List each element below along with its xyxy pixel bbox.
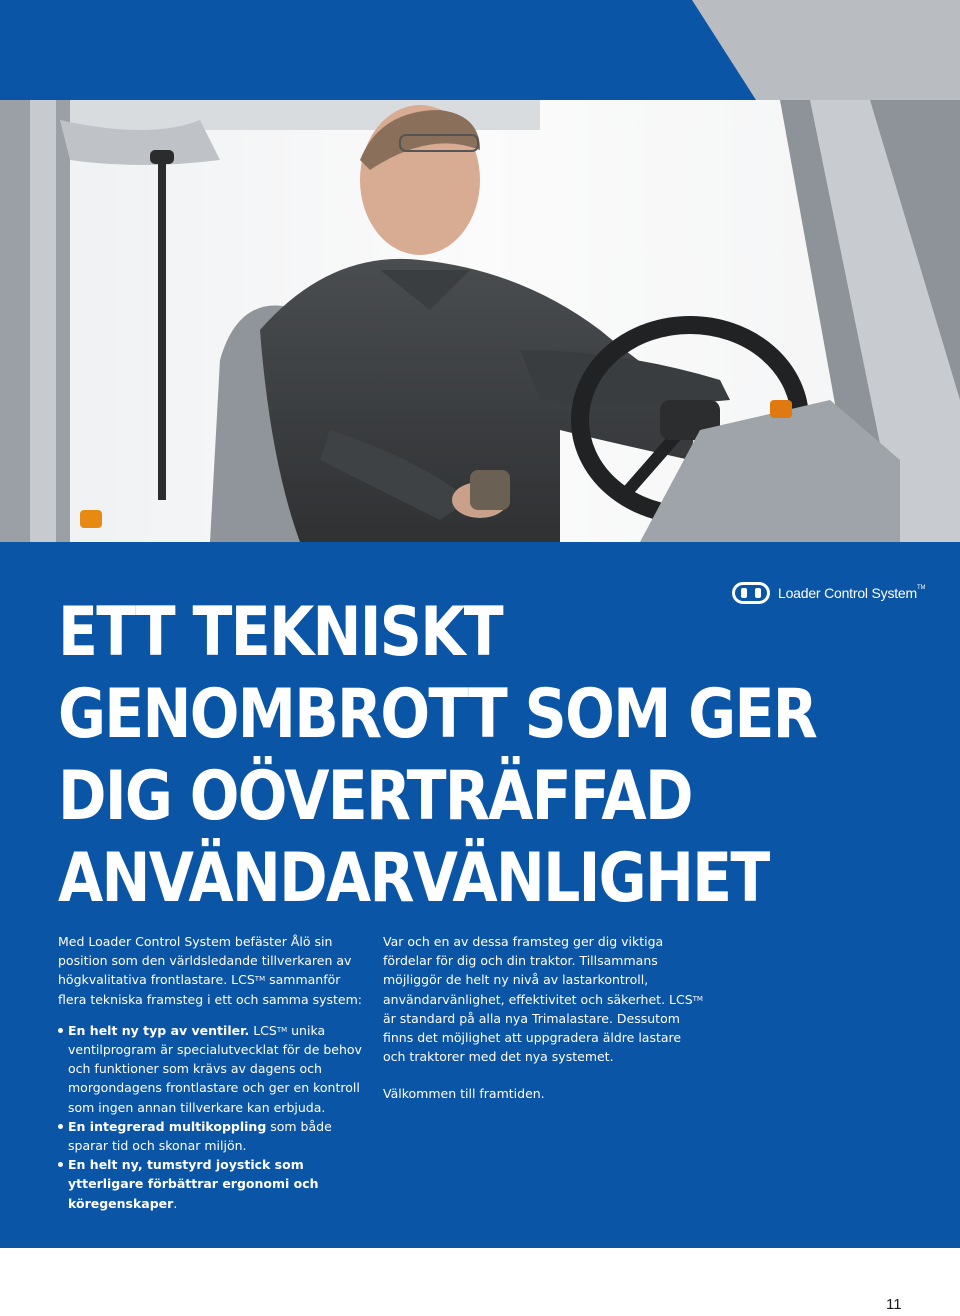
list-item: En helt ny, tumstyrd joystick som ytterligare förbättrar ergonomi och köregenskaper. — [58, 1155, 368, 1213]
right-text-column — [383, 932, 703, 1104]
page-headline — [58, 592, 817, 920]
left-text-column — [58, 932, 368, 1213]
intro-paragraph: Med Loader Control System befäster Ålö sin position som den världsledande tillverkaren av högkvalitativa frontlastare. LCS™ sammanför flera tekniska framsteg i ett och samma system: — [58, 934, 363, 1007]
top-grey-triangle — [0, 0, 960, 100]
list-item: En integrerad multikoppling som både sparar tid och skonar miljön. — [58, 1117, 368, 1155]
page-number: 11 — [886, 1296, 902, 1313]
feature-list — [58, 1021, 368, 1213]
operator-photo — [0, 100, 960, 542]
headline-line-2: GENOMBROTT SOM GER — [58, 675, 817, 754]
benefits-paragraph: Var och en av dessa framsteg ger dig viktiga fördelar för dig och din traktor. Tillsammans möjliggör de helt ny nivå av lastarkontroll, användarvänlighet, effektivitet och säkerhet. LCS™ är standard på alla nya Trimalastare. Dessutom finns det möjlighet att uppgradera äldre lastare och traktorer med det nya systemet. — [383, 934, 703, 1065]
headline-line-4: ANVÄNDARVÄNLIGHET — [58, 839, 769, 918]
headline-line-1: ETT TEKNISKT — [58, 593, 502, 672]
welcome-paragraph: Välkommen till framtiden. — [383, 1086, 545, 1102]
operator-in-cab-illustration — [0, 100, 960, 542]
headline-line-3: DIG OÖVERTRÄFFAD — [58, 757, 692, 836]
list-item: En helt ny typ av ventiler. LCS™ unika ventilprogram är specialutvecklat för de behov och funktioner som krävs av dagens och morgondagens frontlastare och ger en kontroll som ingen annan tillverkare kan erbjuda. — [58, 1021, 368, 1117]
logo-wordmark: Loader Control System™ — [778, 585, 926, 601]
